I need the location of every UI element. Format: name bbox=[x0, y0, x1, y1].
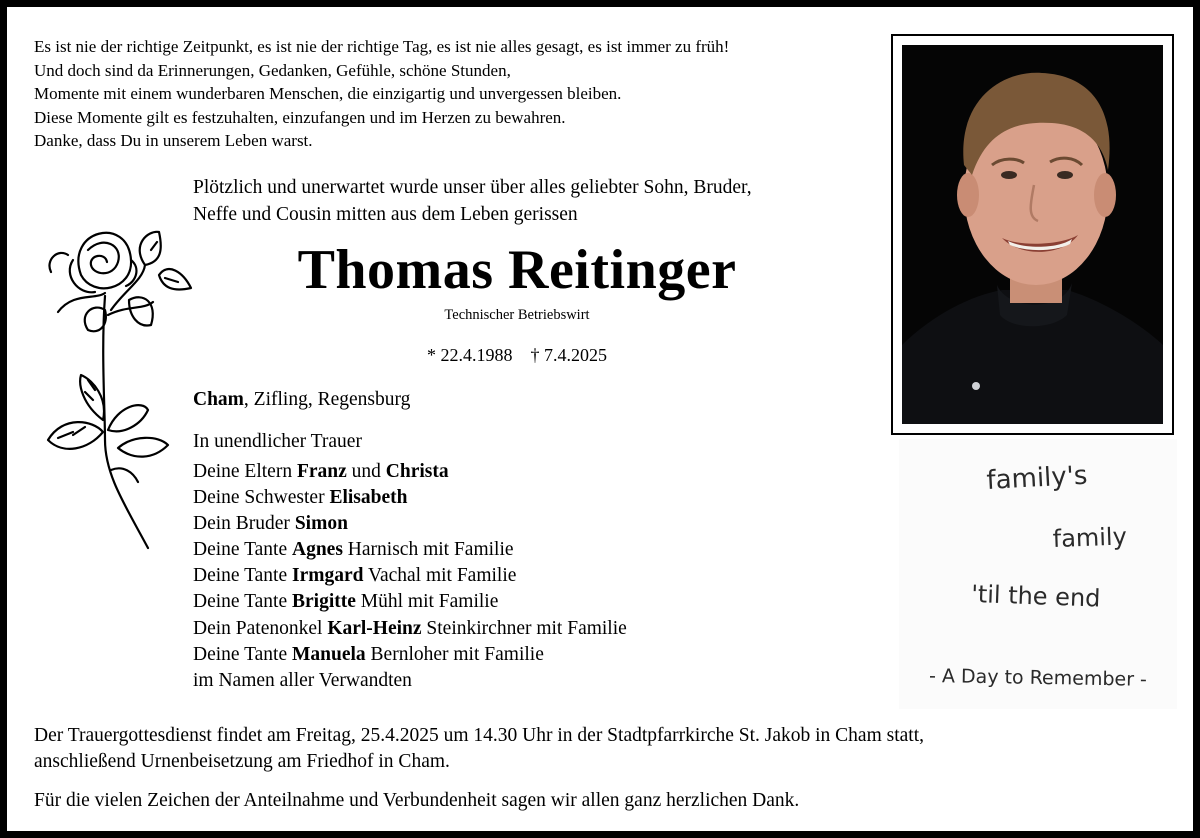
lead-line: Plötzlich und unerwartet wurde unser über alles geliebter Sohn, Bruder, bbox=[193, 177, 752, 198]
mourning-line: In unendlicher Trauer bbox=[193, 431, 362, 452]
mourner-line: Deine Schwester Elisabeth bbox=[193, 487, 408, 509]
place-rest: , Zifling, Regensburg bbox=[243, 389, 411, 410]
mourner-line: im Namen aller Verwandten bbox=[193, 669, 412, 691]
profession: Technischer Betriebswirt bbox=[444, 307, 590, 323]
quote-line-3: 'til the end bbox=[970, 580, 1101, 613]
birth-date: * 22.4.1988 bbox=[427, 345, 513, 365]
mourners-list bbox=[193, 459, 627, 694]
intro-line: Es ist nie der richtige Zeitpunkt, es ist nie der richtige Tag, es ist nie alles gesagt, es ist immer zu früh! bbox=[34, 37, 730, 56]
places bbox=[193, 389, 410, 411]
quote-line-4: - A Day to Remember - bbox=[928, 665, 1148, 691]
intro-line: Danke, dass Du in unserem Leben warst. bbox=[34, 131, 313, 150]
life-dates bbox=[212, 345, 822, 366]
portrait-illustration bbox=[902, 45, 1163, 424]
mourner-line: Dein Bruder Simon bbox=[193, 513, 348, 535]
intro-line: Und doch sind da Erinnerungen, Gedanken, Gefühle, schöne Stunden, bbox=[34, 60, 511, 80]
mourner-line: Deine Tante Agnes Harnisch mit Familie bbox=[193, 539, 514, 561]
portrait-photo bbox=[902, 45, 1163, 424]
death-date: † 7.4.2025 bbox=[530, 345, 607, 365]
thanks-line: Für die vielen Zeichen der Anteilnahme und Verbundenheit sagen wir allen ganz herzlichen Dank. bbox=[34, 790, 800, 811]
quote-line-2: family bbox=[1052, 522, 1128, 553]
lead-text bbox=[193, 174, 752, 228]
intro-line: Momente mit einem wunderbaren Menschen, die einzigartig und unvergessen bleiben. bbox=[34, 84, 622, 103]
place-main: Cham bbox=[193, 389, 244, 410]
service-line: Der Trauergottesdienst findet am Freitag, 25.4.2025 um 14.30 Uhr in der Stadtpfarrkirche St. Jakob in Cham statt, bbox=[34, 725, 925, 746]
intro-poem bbox=[34, 35, 729, 153]
intro-line: Diese Momente gilt es festzuhalten, einzufangen und im Herzen zu bewahren. bbox=[34, 107, 566, 127]
service-info bbox=[34, 723, 924, 775]
mourner-line: Deine Tante Brigitte Mühl mit Familie bbox=[193, 591, 499, 613]
rose-icon bbox=[33, 220, 193, 555]
mourner-line: Deine Eltern Franz und Christa bbox=[193, 461, 449, 482]
lead-line: Neffe und Cousin mitten aus dem Leben gerissen bbox=[193, 204, 578, 225]
mourner-line: Dein Patenonkel Karl-Heinz Steinkirchner mit Familie bbox=[193, 617, 627, 639]
handwritten-quote bbox=[899, 439, 1177, 709]
service-line: anschließend Urnenbeisetzung am Friedhof in Cham. bbox=[34, 751, 450, 772]
portrait-frame bbox=[891, 34, 1174, 435]
mourner-line: Deine Tante Manuela Bernloher mit Familie bbox=[193, 643, 544, 665]
deceased-name: Thomas Reitinger bbox=[297, 239, 737, 301]
mourner-line: Deine Tante Irmgard Vachal mit Familie bbox=[193, 565, 517, 587]
quote-line-1: family's bbox=[985, 460, 1089, 496]
